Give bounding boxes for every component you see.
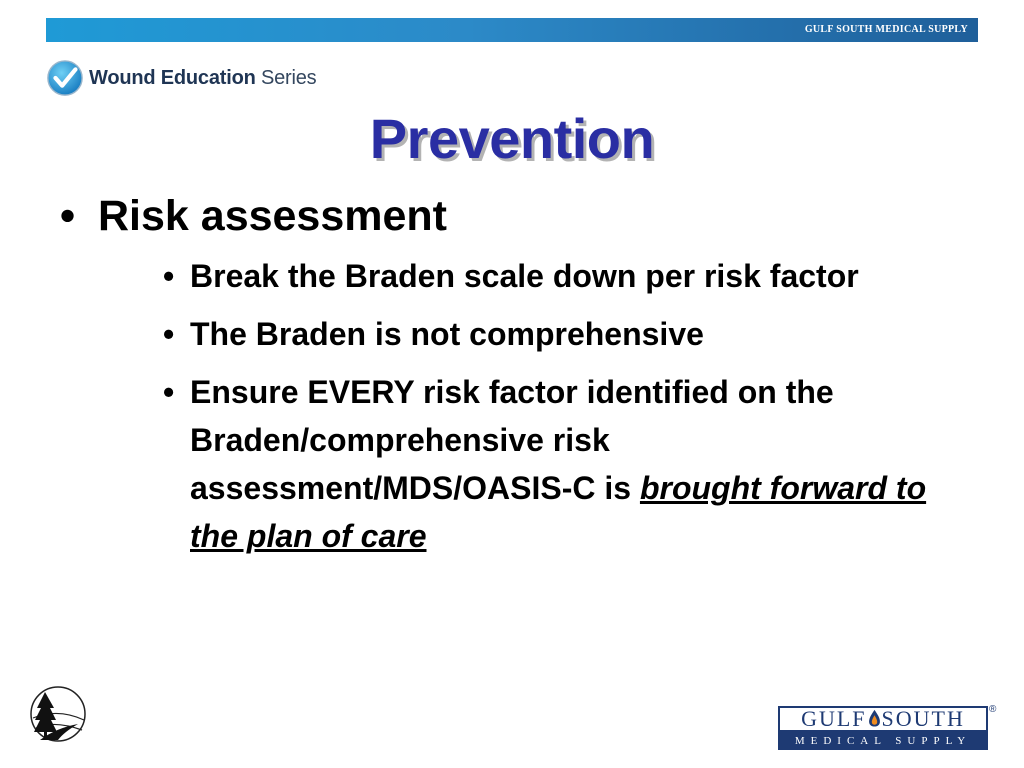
- sub-bullet-1-text: Break the Braden scale down per risk factor: [190, 258, 859, 294]
- sub-bullet-dot: •: [163, 316, 175, 352]
- series-brand: Wound Education: [89, 66, 256, 89]
- sub-bullet-2-text: The Braden is not comprehensive: [190, 316, 704, 352]
- sub-bullet-list: [60, 252, 960, 560]
- header-company-name: GULF SOUTH MEDICAL SUPPLY: [804, 24, 968, 35]
- main-bullet-text: Risk assessment: [98, 192, 447, 240]
- pine-tree-emblem-icon: [28, 684, 88, 744]
- sub-bullet-dot: •: [163, 374, 175, 410]
- logo-word-right: SOUTH: [881, 706, 965, 731]
- series-suffix: Series: [260, 66, 317, 89]
- logo-word-left: GULF: [801, 706, 867, 731]
- sub-bullet-3-text: Ensure EVERY risk factor identified on the Braden/comprehensive risk assessment/MDS/OASIS-C is: [190, 374, 834, 506]
- header-bar: [46, 18, 978, 42]
- gulf-south-logo-subtitle: MEDICAL SUPPLY: [778, 732, 988, 750]
- gulf-south-logo-top: [778, 706, 988, 732]
- sub-bullet-dot: •: [163, 258, 175, 294]
- sub-bullet-3-emphasis: brought forward to the plan of care: [190, 470, 927, 554]
- flame-icon: [868, 709, 881, 727]
- slide-content: [60, 188, 960, 570]
- registered-mark: ®: [989, 704, 997, 715]
- series-title: [89, 67, 316, 90]
- checkmark-circle-icon: [46, 59, 84, 97]
- bullet-dot: •: [60, 192, 76, 240]
- slide-title: Prevention: [369, 107, 655, 170]
- gulf-south-logo: [778, 704, 997, 750]
- sub-bullet-3: [163, 368, 960, 560]
- series-logo: [46, 59, 316, 97]
- main-bullet: [60, 188, 960, 244]
- sub-bullet-2: [163, 310, 960, 358]
- sub-bullet-1: [163, 252, 960, 300]
